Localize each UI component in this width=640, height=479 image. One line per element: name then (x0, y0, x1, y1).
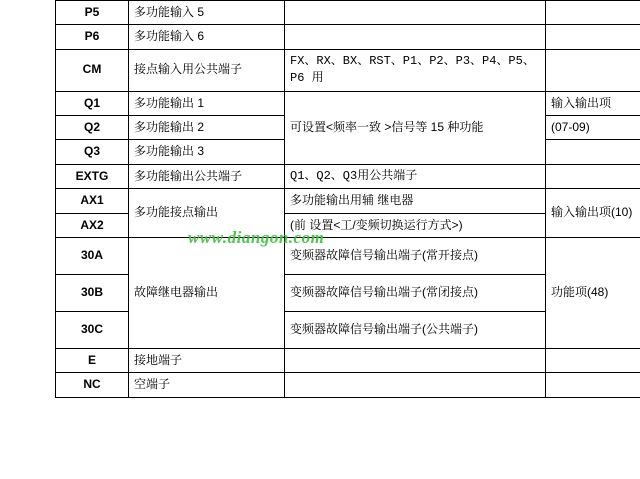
table-row (56, 373, 640, 397)
terminal-description: Q1、Q2、Q3用公共端子 (285, 164, 546, 188)
terminal-description: 变频器故障信号输出端子(常闭接点) (285, 274, 546, 311)
terminal-group (546, 49, 640, 91)
watermark-text: www.diangon.com (188, 228, 325, 247)
terminal-function: 故障继电器输出 (129, 237, 285, 348)
terminal-function: 空端子 (129, 373, 285, 397)
terminal-group: 功能项(48) (546, 237, 640, 348)
terminal-code: EXTG (56, 164, 129, 188)
terminal-group: 输入输出项(10) (546, 189, 640, 238)
terminal-code: AX1 (56, 189, 129, 213)
table-row (56, 164, 640, 188)
terminal-group (546, 373, 640, 397)
table-body (56, 1, 640, 398)
terminal-function: 多功能输出 1 (129, 91, 285, 115)
terminal-description: (前 设置<工/变频切换运行方式>) (285, 213, 546, 237)
table-row (56, 189, 640, 213)
terminal-code: 30A (56, 237, 129, 274)
terminal-code: P6 (56, 25, 129, 49)
terminal-function: 多功能输入 6 (129, 25, 285, 49)
terminal-function: 多功能输入 5 (129, 1, 285, 25)
terminal-code: P5 (56, 1, 129, 25)
terminal-function: 接地端子 (129, 348, 285, 372)
terminal-group: 输入输出项 (546, 91, 640, 115)
terminal-code: Q2 (56, 115, 129, 139)
terminal-function: 多功能输出 2 (129, 115, 285, 139)
terminal-group (546, 348, 640, 372)
table-row (56, 25, 640, 49)
terminal-description: FX、RX、BX、RST、P1、P2、P3、P4、P5、P6 用 (285, 49, 546, 91)
terminal-code: 30C (56, 311, 129, 348)
table-row (56, 49, 640, 91)
terminal-function: 多功能输出 3 (129, 140, 285, 164)
terminal-description (285, 25, 546, 49)
terminal-group (546, 140, 640, 164)
terminal-description: 变频器故障信号输出端子(常开接点) (285, 237, 546, 274)
terminal-spec-table (55, 0, 640, 398)
terminal-function: 接点输入用公共端子 (129, 49, 285, 91)
terminal-code: CM (56, 49, 129, 91)
terminal-code: NC (56, 373, 129, 397)
terminal-function: 多功能接点输出 (129, 189, 285, 238)
terminal-code: 30B (56, 274, 129, 311)
terminal-description (285, 373, 546, 397)
table-row (56, 237, 640, 274)
terminal-code: AX2 (56, 213, 129, 237)
terminal-description: 可设置<频率一致 >信号等 15 种功能 (285, 91, 546, 164)
terminal-description: 变频器故障信号输出端子(公共端子) (285, 311, 546, 348)
terminal-description (285, 1, 546, 25)
terminal-description: 多功能输出用辅 继电器 (285, 189, 546, 213)
terminal-group (546, 164, 640, 188)
terminal-code: Q3 (56, 140, 129, 164)
terminal-group: (07-09) (546, 115, 640, 139)
terminal-code: Q1 (56, 91, 129, 115)
terminal-group (546, 25, 640, 49)
terminal-code: E (56, 348, 129, 372)
table-row (56, 91, 640, 115)
terminal-function: 多功能输出公共端子 (129, 164, 285, 188)
terminal-description (285, 348, 546, 372)
table-row (56, 1, 640, 25)
terminal-group (546, 1, 640, 25)
table-row (56, 348, 640, 372)
